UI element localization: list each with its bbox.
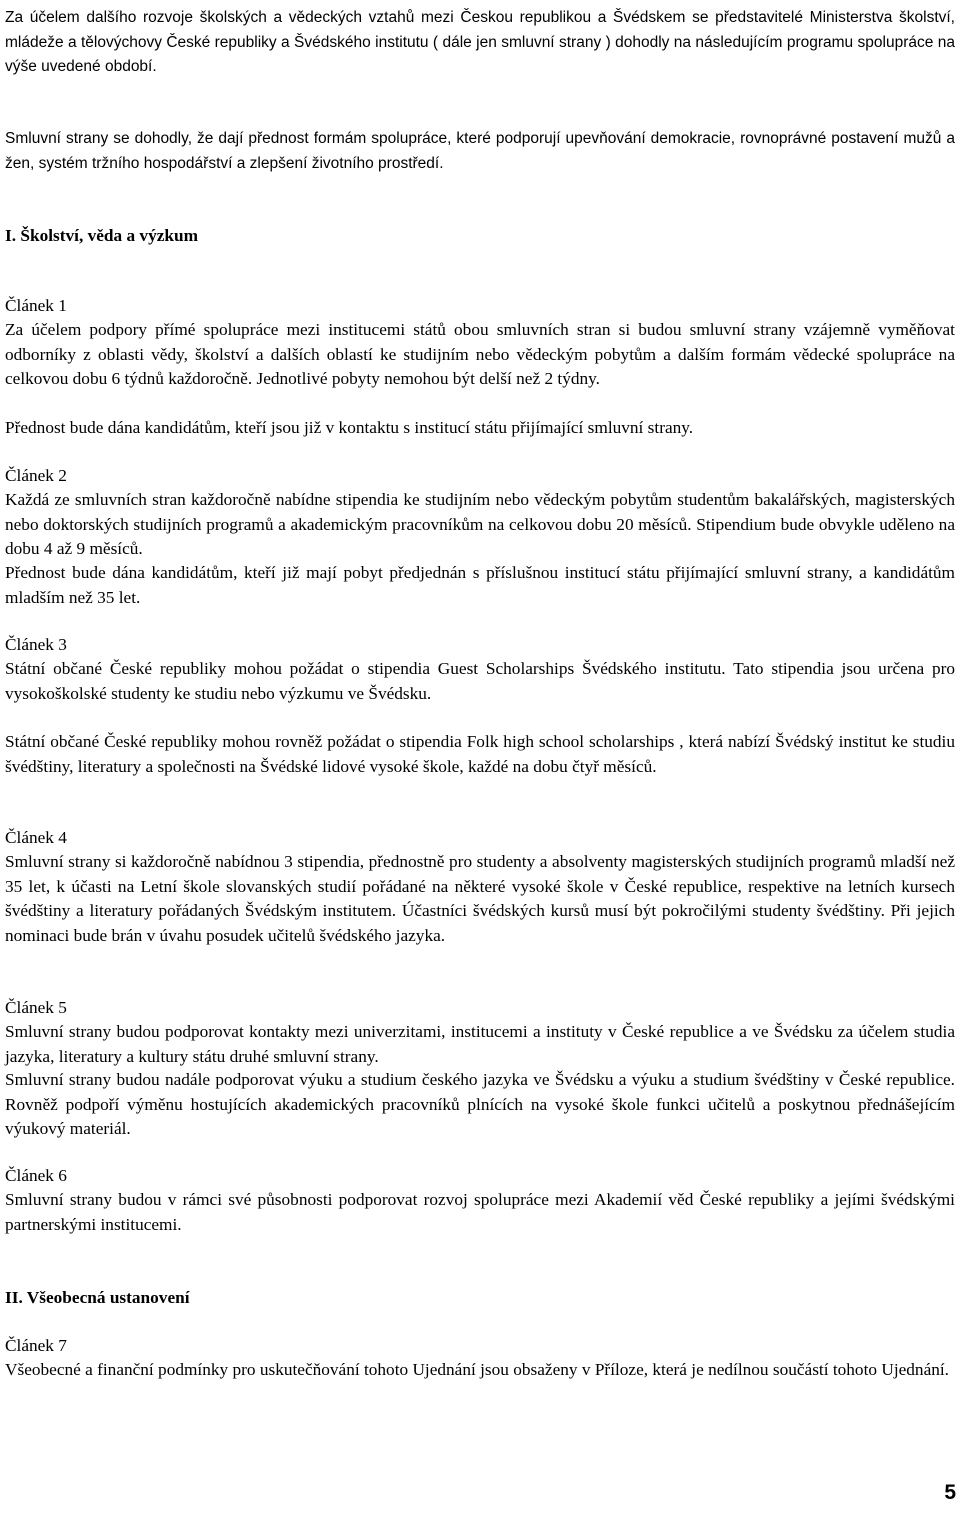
article-paragraph: Smluvní strany si každoročně nabídnou 3 stipendia, přednostně pro studenty a absolventy magisterských studijních programů mladší než 35 let, k účasti na Letní škole slovanských studií pořádané na některé vysoké škole v České republice, respektive na letních kursech švédštiny a literatury pořádaných Švédským institutem. Účastníci švédských kursů musí být pokročilými studenty švédštiny. Při jejich nominaci bude brán v úvahu posudek učitelů švédského jazyka.: [5, 852, 955, 945]
article-heading: Článek 6: [5, 1166, 67, 1185]
article-paragraph: Přednost bude dána kandidátům, kteří již mají pobyt předjednán s příslušnou institucí státu přijímající smluvní strany, a kandidátům mladším než 35 let.: [5, 563, 955, 607]
article-heading: Článek 2: [5, 466, 67, 485]
article-paragraph: Všeobecné a finanční podmínky pro uskutečňování tohoto Ujednání jsou obsaženy v Příloze, která je nedílnou součástí tohoto Ujednání.: [5, 1360, 950, 1379]
intro-paragraph-2: Smluvní strany se dohodly, že dají přednost formám spolupráce, které podporují upevňování demokracie, rovnoprávné postavení mužů a žen, systém tržního hospodářství a zlepšení životního prostředí.: [5, 130, 955, 172]
article-heading: Článek 5: [5, 998, 67, 1017]
section-heading: II. Všeobecná ustanovení: [5, 1288, 190, 1307]
article-paragraph: Státní občané České republiky mohou rovněž požádat o stipendia Folk high school scholarships , která nabízí Švédský institut ke studiu švédštiny, literatury a společnosti na Švédské lidové vysoké škole, každé na dobu čtyř měsíců.: [5, 732, 955, 776]
article-heading: Článek 7: [5, 1336, 67, 1355]
article-paragraph: Přednost bude dána kandidátům, kteří jsou již v kontaktu s institucí státu přijímající smluvní strany.: [5, 418, 694, 437]
article-heading: Článek 1: [5, 296, 67, 315]
article-heading: Článek 4: [5, 828, 67, 847]
article-paragraph: Za účelem podpory přímé spolupráce mezi institucemi států obou smluvních stran si budou smluvní strany vzájemně vyměňovat odborníky z oblasti vědy, školství a dalších oblastí ke studijním nebo vědeckým pobytům a dalším formám vědecké spolupráce na celkovou dobu 6 týdnů každoročně. Jednotlivé pobyty nemohou být delší než 2 týdny.: [5, 320, 955, 388]
article-paragraph: Každá ze smluvních stran každoročně nabídne stipendia ke studijním nebo vědeckým pobytům studentům bakalářských, magisterských nebo doktorských studijních programů a akademickým pracovníkům na celkovou dobu 20 měsíců. Stipendium bude obvykle uděleno na dobu 4 až 9 měsíců.: [5, 490, 955, 558]
article-paragraph: Smluvní strany budou nadále podporovat výuku a studium českého jazyka ve Švédsku a výuku a studium švédštiny v České republice. Rovněž podpoří výměnu hostujících akademických pracovníků plnících na vysoké škole funkci učitelů a poskytnou přednášejícím výukový materiál.: [5, 1070, 955, 1138]
article-paragraph: Státní občané České republiky mohou požádat o stipendia Guest Scholarships Švédského institutu. Tato stipendia jsou určena pro vysokoškolské studenty ke studiu nebo výzkumu ve Švédsku.: [5, 659, 955, 703]
page-number: 5: [944, 1481, 956, 1504]
article-heading: Článek 3: [5, 635, 67, 654]
intro-paragraph-1: Za účelem dalšího rozvoje školských a vědeckých vztahů mezi Českou republikou a Švédskem se představitelé Ministerstva školství, mládeže a tělovýchovy České republiky a Švédského institutu ( dále jen smluvní strany ) dohodly na následujícím programu spolupráce na výše uvedené období.: [5, 9, 955, 75]
article-paragraph: Smluvní strany budou podporovat kontakty mezi univerzitami, institucemi a instituty v České republice a ve Švédsku za účelem studia jazyka, literatury a kultury státu druhé smluvní strany.: [5, 1022, 955, 1066]
article-paragraph: Smluvní strany budou v rámci své působnosti podporovat rozvoj spolupráce mezi Akademií věd České republiky a jejími švédskými partnerskými institucemi.: [5, 1190, 955, 1234]
section-heading: I. Školství, věda a výzkum: [5, 226, 199, 245]
